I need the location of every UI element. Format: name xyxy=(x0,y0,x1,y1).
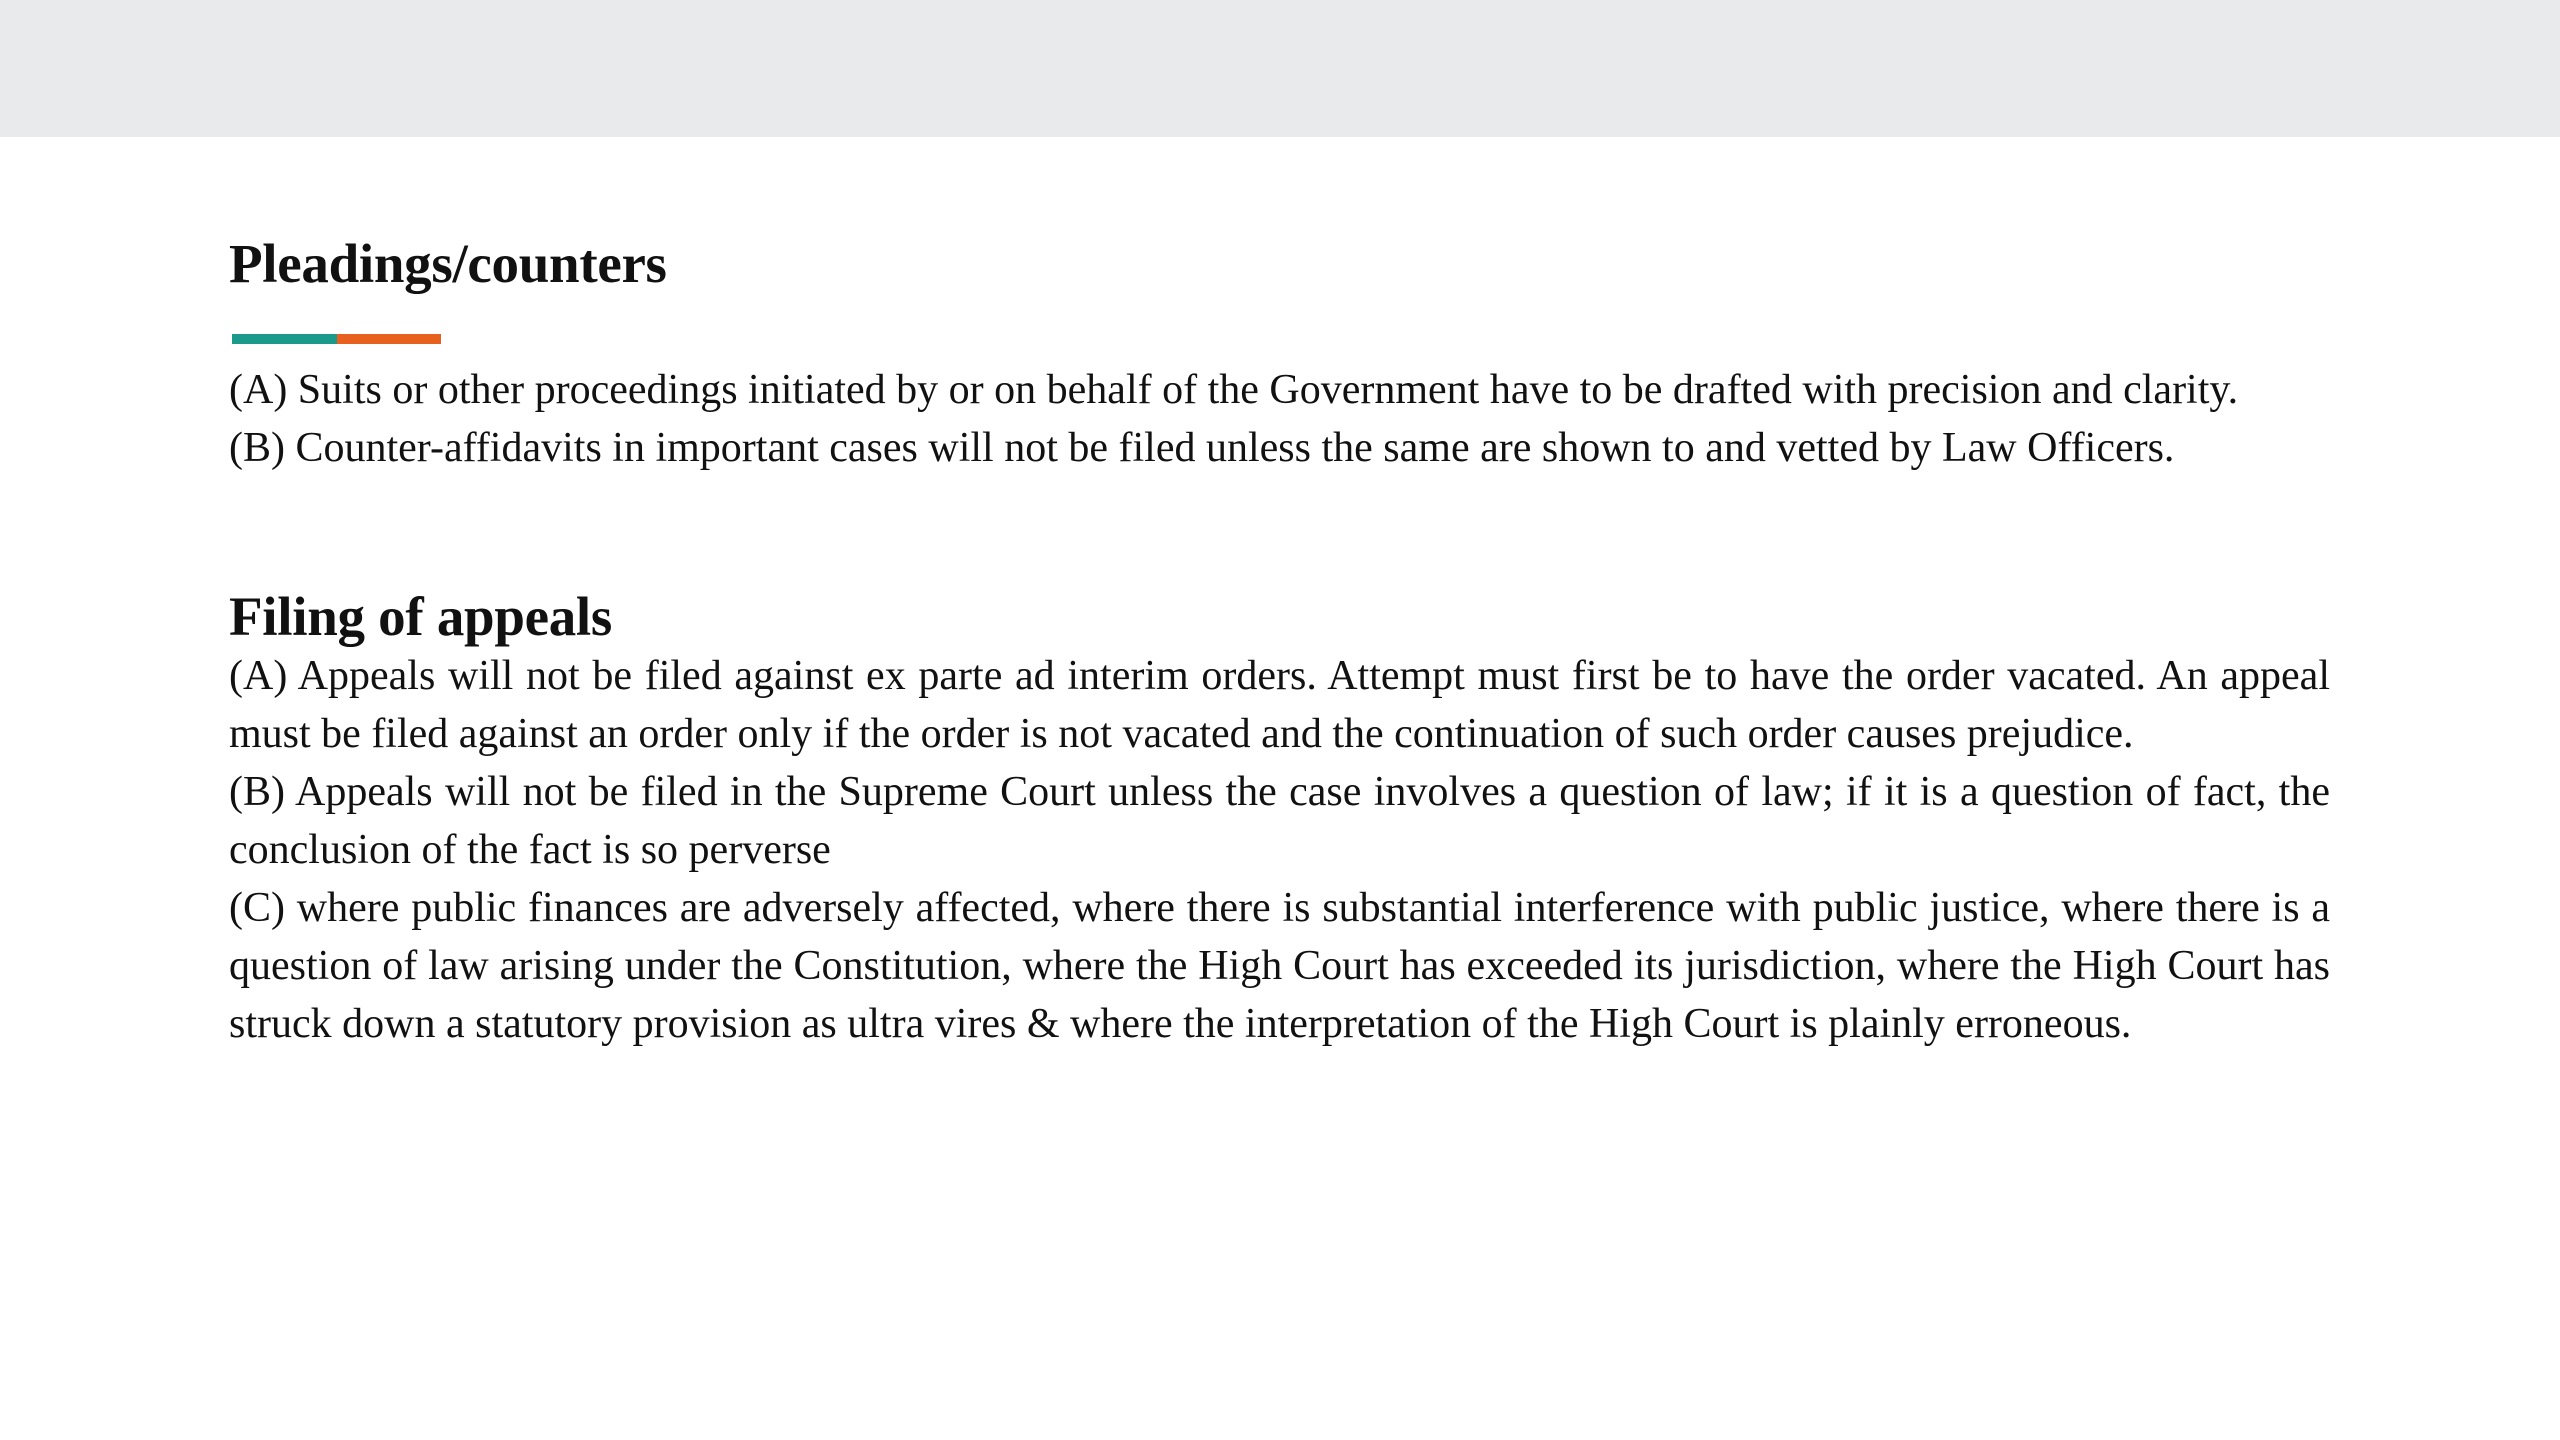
accent-divider-orange xyxy=(337,334,441,344)
accent-divider xyxy=(232,334,441,344)
section-heading: Filing of appeals xyxy=(229,586,613,647)
paragraph: (C) where public finances are adversely affected, where there is substantial interference with public justice, where there is a question of law arising under the Constitution, where the High Court has exceeded its jurisdiction, where the High Court has struck down a statutory provision as ultra vires & where the interpretation of the High Court is plainly erroneous. xyxy=(229,885,2330,1047)
top-band xyxy=(0,0,2560,137)
paragraph: (B) Counter-affidavits in important cases will not be filed unless the same are shown to and vetted by Law Officers. xyxy=(229,425,2175,471)
section-pleadings xyxy=(229,231,2330,477)
accent-divider-teal xyxy=(232,334,337,344)
slide xyxy=(0,137,2560,1440)
section-body xyxy=(229,647,2330,1053)
section-filing-of-appeals xyxy=(229,584,2330,1053)
section-heading: Pleadings/counters xyxy=(229,233,667,294)
section-body xyxy=(229,361,2330,477)
paragraph: (A) Suits or other proceedings initiated by or on behalf of the Government have to be drafted with precision and clarity. xyxy=(229,367,2239,413)
slide-content xyxy=(229,231,2330,1053)
paragraph: (B) Appeals will not be filed in the Supreme Court unless the case involves a question of law; if it is a question of fact, the conclusion of the fact is so perverse xyxy=(229,769,2330,873)
paragraph: (A) Appeals will not be filed against ex parte ad interim orders. Attempt must first be to have the order vacated. An appeal must be filed against an order only if the order is not vacated and the continuation of such order causes prejudice. xyxy=(229,653,2330,757)
